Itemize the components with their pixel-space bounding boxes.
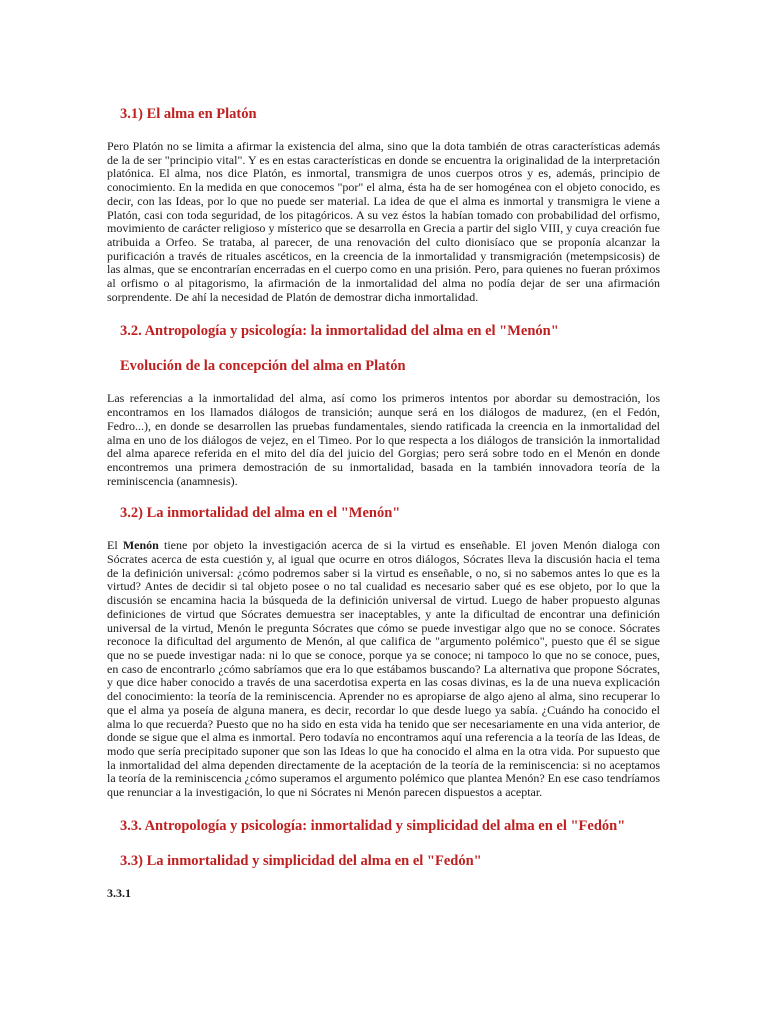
paragraph-lead-text: El <box>107 538 123 553</box>
section-heading-antropologia-menon: 3.2. Antropología y psicología: la inmortalidad del alma en el "Menón" <box>120 323 559 340</box>
section-heading-inmortalidad-menon: 3.2) La inmortalidad del alma en el "Menón" <box>120 505 401 522</box>
paragraph-rest-text: tiene por objeto la investigación acerca de si la virtud es enseñable. El joven Menón dialoga con Sócrates acerca de esta cuestión y, al igual que ocurre en otros diálogos, Sócrates lleva la discusión hacia el tema de la definición universal: ¿cómo podremos saber si la virtud es enseñable, o no, si no sabemos antes lo que es la virtud? Antes de decidir si tal objeto posee o no tal cualidad es necesario saber qué es ese objeto, por lo que la discusión se encamina hacia la búsqueda de la definición universal de virtud. Luego de haber propuesto algunas definiciones de virtud que Sócrates demuestra ser inaceptables, y ante la dificultad de encontrar una definición universal de la virtud, Menón le pregunta Sócrates que cómo se puede investigar algo que no se conoce. Sócrates reconoce la dificultad del argumento de Menón, al que califica de "argumento polémico", puesto que él se sigue que no se puede investigar nada: ni lo que se conoce, porque ya se conoce; ni tampoco lo que no se conoce, pues, en caso de encontrarlo ¿cómo sabríamos que era lo que estábamos buscando? La alternativa que propone Sócrates, y que dice haber conocido a través de una sacerdotisa experta en las cosas divinas, es la de una nueva explicación del conocimiento: la teoría de la reminiscencia. Aprender no es apropiarse de algo ajeno al alma, sino recuperar lo que el alma ya poseía de alguna manera, es decir, recordar lo que desde luego ya sabía. ¿Cuándo ha conocido el alma lo que recuerda? Puesto que no ha sido en esta vida ha tenido que ser necesariamente en una vida anterior, de donde se sigue que el alma es inmortal. Pero todavía no encontramos aquí una referencia a la teoría de las Ideas, de modo que sería precipitado suponer que son las Ideas lo que ha conocido el alma en la otra vida. Por supuesto que la inmortalidad del alma dependen directamente de la aceptación de la teoría de la reminiscencia: si no aceptamos la teoría de la reminiscencia ¿cómo superamos el argumento polémico que plantea Menón? En ese caso tendríamos que renunciar a la investigación, lo que ni Sócrates ni Menón parecen dispuestos a aceptar. <box>107 538 660 800</box>
paragraph-inmortalidad-menon <box>107 539 660 799</box>
menon-bold-term: Menón <box>122 538 159 553</box>
section-heading-antropologia-fedon: 3.3. Antropología y psicología: inmortalidad y simplicidad del alma en el "Fedón" <box>120 817 626 834</box>
document-content <box>107 104 660 901</box>
section-heading-alma-en-platon: 3.1) El alma en Platón <box>120 106 257 122</box>
paragraph-evolucion-concepcion: Las referencias a la inmortalidad del alma, así como los primeros intentos por abordar su demostración, los encontramos en los llamados diálogos de transición; aunque será en los diálogos de madurez, (en el Fedón, Fedro...), en donde se desarrollen las pruebas fundamentales, siendo ratificada la creencia en la inmortalidad del alma en uno de los diálogos de vejez, en el Timeo. Por lo que respecta a los diálogos de transición la inmortalidad del alma aparece referida en el mito del día del juicio del Gorgias; pero será sobre todo en el Menón en donde encontremos una primera demostración de su inmortalidad, basada en la también innovadora teoría de la reminiscencia (anamnesis). <box>107 391 660 488</box>
section-number-3-3-1: 3.3.1 <box>107 885 131 900</box>
paragraph-alma-en-platon: Pero Platón no se limita a afirmar la existencia del alma, sino que la dota también de otras características además de la de ser "principio vital". Y es en estas características en donde se encuentra la originalidad de la interpretación platónica. El alma, nos dice Platón, es inmortal, transmigra de unos cuerpos otros y es, además, principio de conocimiento. En la medida en que conocemos "por" el alma, ésta ha de ser homogénea con el objeto conocido, es decir, con las Ideas, por lo que no puede ser material. La idea de que el alma es inmortal y transmigra le viene a Platón, casi con toda seguridad, de los pitagóricos. A su vez éstos la habían tomado con probabilidad del orfismo, movimiento de carácter religioso y místerico que se desarrolla en Grecia a partir del siglo VIII, y cuya creación fue atribuida a Orfeo. Se trataba, al parecer, de una renovación del culto dionisíaco que se proponía alcanzar la purificación a través de rituales ascéticos, en la creencia de la inmortalidad y transmigración (metempsicosis) de las almas, que se encontrarían encerradas en el cuerpo como en una prisión. Pero, para quienes no fueran próximos al orfismo o al pitagorismo, la afirmación de la inmortalidad del alma no podía dejar de ser una afirmación sorprendente. De ahí la necesidad de Platón de demostrar dicha inmortalidad. <box>107 139 660 304</box>
subheading-evolucion-concepcion: Evolución de la concepción del alma en Platón <box>120 358 406 375</box>
subheading-inmortalidad-fedon: 3.3) La inmortalidad y simplicidad del alma en el "Fedón" <box>120 852 482 869</box>
